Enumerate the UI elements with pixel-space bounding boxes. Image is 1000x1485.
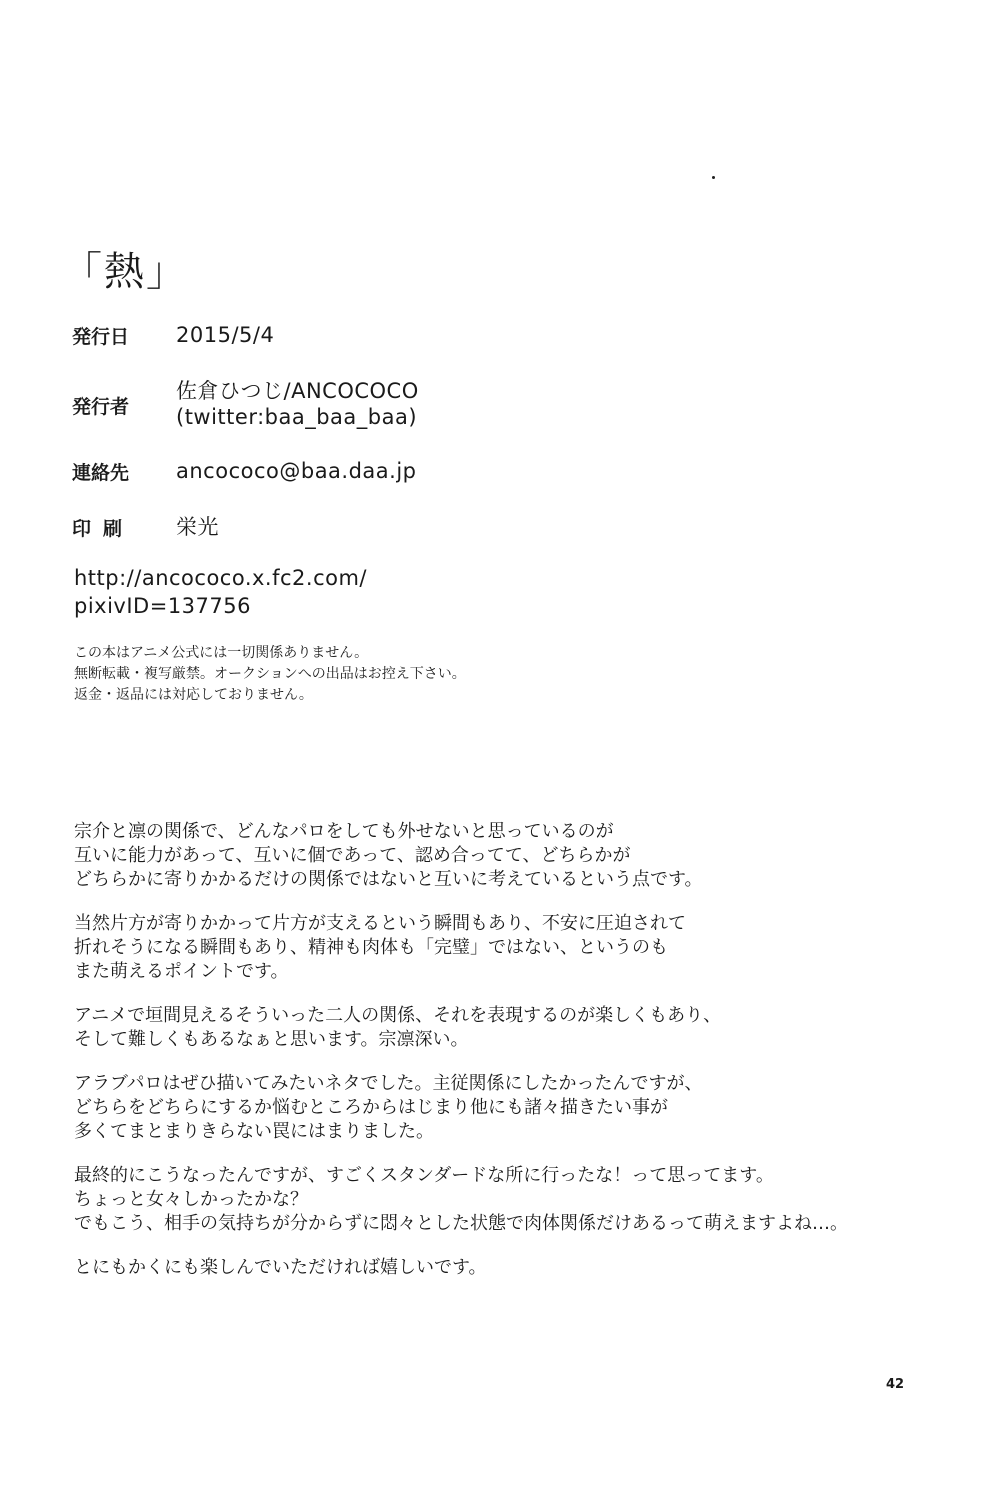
date-label: 発行日 — [72, 326, 130, 348]
afterword-line: 互いに能力があって、互いに個であって、認め合ってて、どちらかが — [74, 845, 631, 866]
pixiv-id: pixivID=137756 — [74, 594, 251, 618]
colophon-row-publisher — [72, 378, 672, 430]
afterword — [74, 820, 944, 1300]
afterword-paragraph — [74, 820, 944, 892]
website-url: http://ancococo.x.fc2.com/ — [74, 566, 368, 590]
afterword-line: 宗介と凛の関係で、どんなパロをしても外せないと思っているのが — [74, 821, 614, 842]
publisher-twitter: (twitter:baa_baa_baa) — [176, 405, 418, 429]
afterword-line: アニメで垣間見えるそういった二人の関係、それを表現するのが楽しくもあり、 — [74, 1005, 722, 1026]
links — [74, 564, 367, 620]
afterword-line: ちょっと女々しかったかな？ — [74, 1189, 308, 1210]
stray-dot — [712, 176, 715, 179]
afterword-line: 多くてまとまりきらない罠にはまりました。 — [74, 1121, 434, 1142]
page-number: 42 — [886, 1377, 905, 1392]
book-title: 「熱」 — [62, 249, 188, 295]
afterword-line: また萌えるポイントです。 — [74, 961, 289, 982]
notices — [74, 643, 466, 706]
publisher-label: 発行者 — [72, 396, 130, 418]
afterword-paragraph — [74, 1164, 944, 1236]
printer-value: 栄光 — [176, 515, 219, 539]
afterword-line: 当然片方が寄りかかって片方が支えるという瞬間もあり、不安に圧迫されて — [74, 913, 686, 934]
colophon-row-printer — [72, 514, 672, 542]
afterword-paragraph — [74, 1256, 944, 1280]
colophon-row-contact — [72, 458, 672, 486]
contact-email: ancococo@baa.daa.jp — [176, 459, 417, 483]
publisher-name: 佐倉ひつじ/ANCOCOCO — [176, 379, 419, 403]
afterword-line: 折れそうになる瞬間もあり、精神も肉体も「完璧」ではない、というのも — [74, 937, 668, 958]
notice-line: 無断転載・複写厳禁。オークションへの出品はお控え下さい。 — [74, 666, 466, 682]
notice-line: この本はアニメ公式には一切関係ありません。 — [74, 645, 369, 661]
contact-label: 連絡先 — [72, 462, 130, 484]
afterword-paragraph — [74, 912, 944, 984]
afterword-line: どちらかに寄りかかるだけの関係ではないと互いに考えているという点です。 — [74, 869, 703, 890]
date-value: 2015/5/4 — [176, 323, 275, 347]
notice-line: 返金・返品には対応しておりません。 — [74, 687, 313, 703]
afterword-line: とにもかくにも楽しんでいただければ嬉しいです。 — [74, 1257, 487, 1278]
publisher-value — [176, 378, 419, 430]
printer-label: 印刷 — [72, 518, 135, 540]
afterword-line: 最終的にこうなったんですが、すごくスタンダードな所に行ったな！って思ってます。 — [74, 1165, 774, 1186]
colophon-row-date — [72, 322, 672, 350]
afterword-line: でもこう、相手の気持ちが分からずに悶々とした状態で肉体関係だけあるって萌えますよね…。 — [74, 1213, 848, 1234]
afterword-line: どちらをどちらにするか悩むところからはじまり他にも諸々描きたい事が — [74, 1097, 668, 1118]
colophon — [72, 322, 672, 570]
afterword-paragraph — [74, 1004, 944, 1052]
afterword-paragraph — [74, 1072, 944, 1144]
afterword-line: そして難しくもあるなぁと思います。宗凛深い。 — [74, 1029, 469, 1050]
afterword-line: アラブパロはぜひ描いてみたいネタでした。主従関係にしたかったんですが、 — [74, 1073, 703, 1094]
